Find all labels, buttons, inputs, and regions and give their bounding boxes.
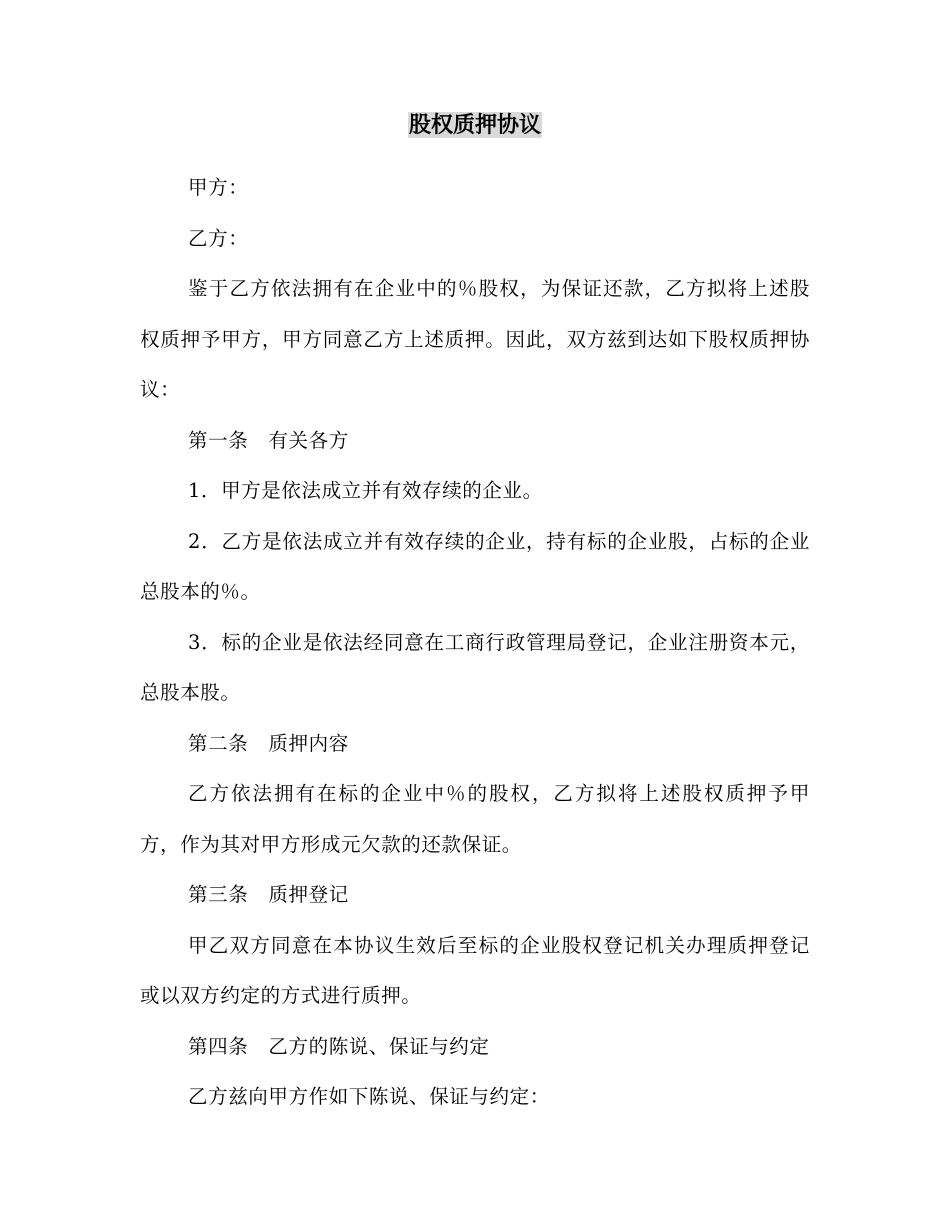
article-4-heading: 第四条 乙方的陈说、保证与约定 — [188, 1034, 490, 1058]
article-2-heading: 第二条 质押内容 — [188, 731, 349, 755]
document-title — [0, 108, 950, 142]
article-1-clause-3: 3．标的企业是依法经同意在工商行政管理局登记，企业注册资本元，总股本股。 — [140, 630, 810, 704]
article-1-clause-1: 1．甲方是依法成立并有效存续的企业。 — [188, 479, 543, 502]
party-a-line: 甲方： — [188, 176, 249, 199]
article-3-heading: 第三条 质押登记 — [188, 883, 349, 906]
article-1-clause-2: 2．乙方是依法成立并有效存续的企业，持有标的企业股，占标的企业总股本的％。 — [140, 529, 810, 603]
article-2-paragraph: 乙方依法拥有在标的企业中％的股权，乙方拟将上述股权质押予甲方，作为其对甲方形成元欠款的还款保证。 — [140, 782, 810, 856]
article-3-paragraph: 甲乙双方同意在本协议生效后至标的企业股权登记机关办理质押登记或以双方约定的方式进行质押。 — [140, 933, 810, 1007]
preamble-paragraph: 鉴于乙方依法拥有在企业中的％股权，为保证还款，乙方拟将上述股权质押予甲方，甲方同意乙方上述质押。因此，双方兹到达如下股权质押协议： — [140, 277, 810, 401]
article-1-heading: 第一条 有关各方 — [188, 428, 349, 452]
article-4-intro: 乙方兹向甲方作如下陈说、保证与约定： — [188, 1085, 550, 1108]
party-b-line: 乙方： — [188, 226, 249, 250]
document-body — [140, 163, 810, 1123]
document-title-text: 股权质押协议 — [408, 112, 541, 138]
